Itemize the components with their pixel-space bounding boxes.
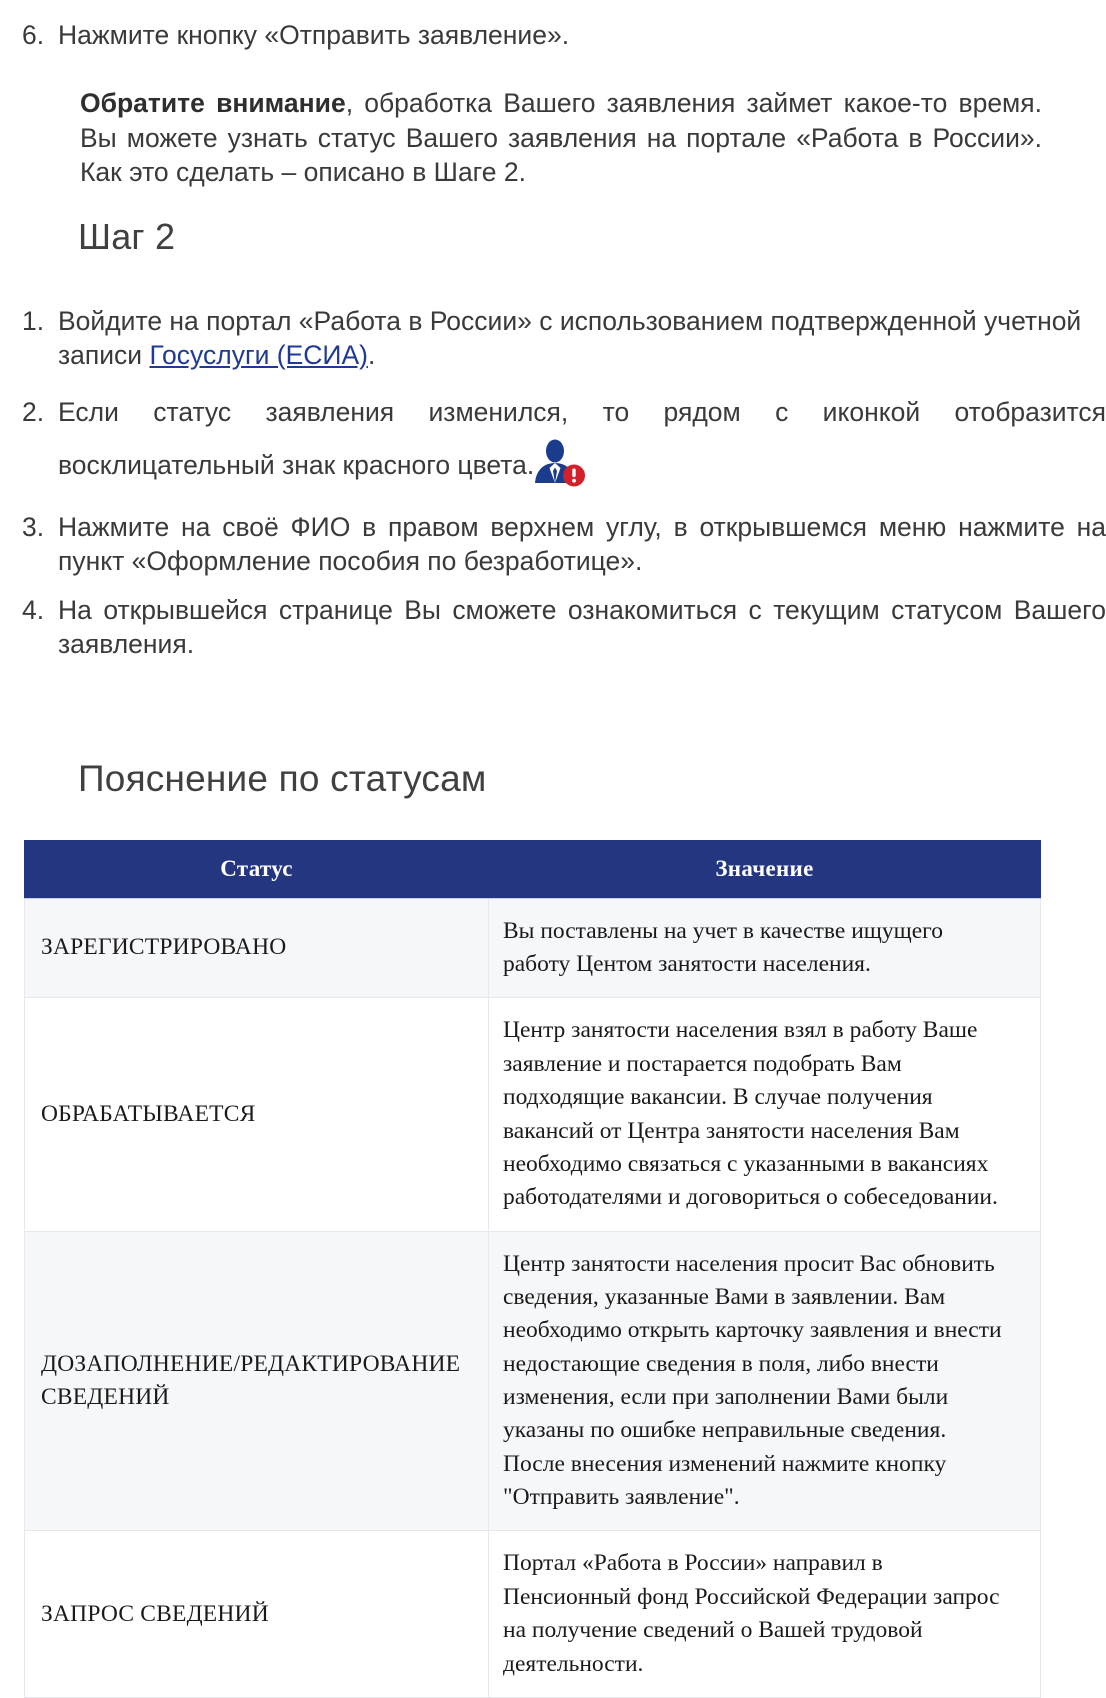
spacer-top [0,0,1106,18]
esia-link[interactable]: Госуслуги (ЕСИА) [149,340,368,371]
status-table-body [25,898,1041,1697]
list-marker: 3. [22,511,45,542]
list-marker: 2. [22,396,45,427]
meaning-value [489,1531,1041,1697]
table-row [25,1531,1041,1697]
spacer-before-table [0,800,1106,840]
meaning-text: Центр занятости населения просит Вас обновить сведения, указанные Вами в заявлении. Вам необходимо открыть карточку заявления и внести недостающие сведения в поля, либо внести изменения, если при заполнении Вами были указаны по ошибке неправильные сведения. После внесения изменений нажмите кнопку "Отправить заявление". [503,1250,1002,1511]
list-marker: 1. [22,305,45,336]
meaning-value [489,998,1041,1231]
section-heading: Пояснение по статусам [78,757,487,799]
table-row [25,998,1041,1231]
list-marker: 6. [22,20,45,50]
list-item-text: Нажмите на своё ФИО в правом верхнем углу, в открывшемся меню нажмите на пункт «Оформление пособия по безработице». [58,511,1106,577]
meaning-value [489,1231,1041,1531]
column-header-meaning: Значение [489,840,1041,898]
list-item [0,304,1106,373]
spacer-before-step-heading [0,190,1106,216]
list-item [0,510,1106,579]
list-item-text [58,387,1106,492]
list-item-text-after: . [367,340,376,371]
list-item [0,593,1106,662]
status-value: ОБРАБАТЫВАЕТСЯ [25,998,489,1231]
note-rest: , обработка Вашего заявления займет какое-то время. Вы можете узнать статус Вашего заявления на портале «Работа в России». Как это сделать – описано в Шаге 2. [80,88,1042,188]
step-ordered-list [0,304,1106,662]
list-item [0,387,1106,492]
list-item-text: Нажмите кнопку «Отправить заявление». [58,20,570,50]
meaning-text: Портал «Работа в России» направил в Пенсионный фонд Российской Федерации запрос на получение сведений о Вашей трудовой деятельности. [503,1550,1000,1677]
step-heading: Шаг 2 [78,215,176,257]
list-item-text [58,304,1106,373]
spacer-before-section-heading [0,662,1106,758]
status-table [24,840,1041,1698]
note-paragraph [0,86,1106,189]
column-header-status: Статус [25,840,489,898]
list-item-text-before: Если статус заявления изменился, то рядом с иконкой отобразится восклицательный знак красного цвета. [58,396,1106,481]
meaning-text: Вы поставлены на учет в качестве ищущего работу Центом занятости населения. [503,917,943,978]
status-value: ЗАПРОС СВЕДЕНИЙ [25,1531,489,1697]
status-table-head [25,840,1041,898]
table-row [25,1231,1041,1531]
list-item [0,18,1106,52]
meaning-text: Центр занятости населения взял в работу Ваше заявление и постарается подобрать Вам подходящие вакансии. В случае получения вакансий от Центра занятости населения Вам необходимо связаться с указанными в вакансиях работодателями и договориться о собеседовании. [503,1017,998,1211]
table-header-row [25,840,1041,898]
list-item-text: На открывшейся странице Вы сможете ознакомиться с текущим статусом Вашего заявления. [58,594,1106,660]
table-row [25,898,1041,998]
meaning-value [489,898,1041,998]
spacer-after-step-heading [0,258,1106,304]
status-value: ЗАРЕГИСТРИРОВАНО [25,898,489,998]
list-item-text-before: Войдите на портал «Работа в России» с использованием подтвержденной учетной записи [58,305,1082,371]
intro-ordered-list [0,18,1106,52]
status-value: ДОЗАПОЛНЕНИЕ/РЕДАКТИРОВАНИЕ СВЕДЕНИЙ [25,1231,489,1531]
list-marker: 4. [22,594,45,625]
spacer-before-note [0,52,1106,86]
person-alert-icon [532,438,586,488]
note-bold-lead: Обратите внимание [80,88,346,119]
